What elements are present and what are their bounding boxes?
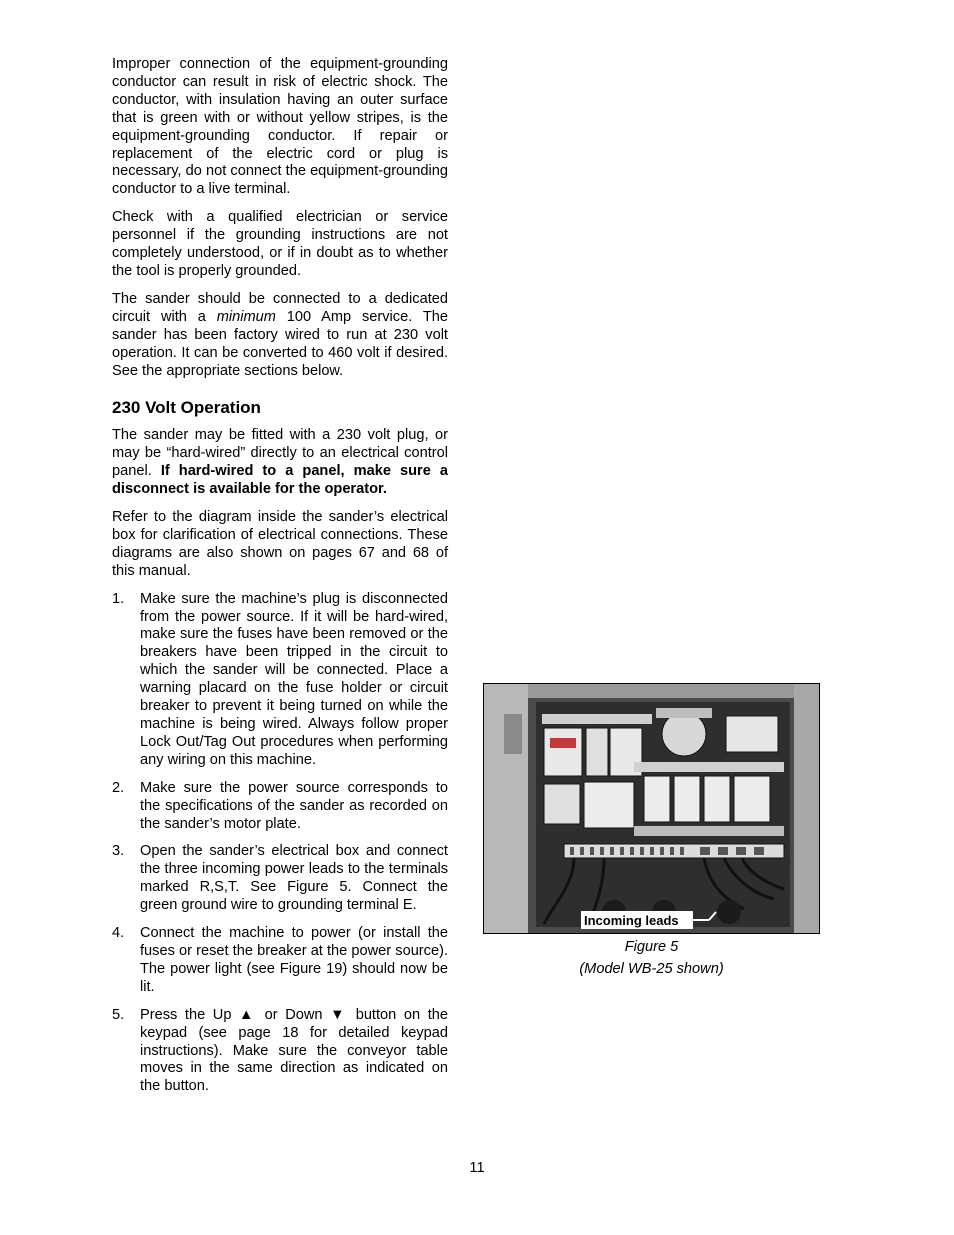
- incoming-leads-label: Incoming leads: [584, 913, 679, 928]
- bold-warning: If hard-wired to a panel, make sure a disconnect is available for the operator.: [112, 463, 448, 498]
- section-heading: 230 Volt Operation: [112, 398, 261, 418]
- electrical-box-illustration: [484, 684, 820, 934]
- figure-electrical-box-photo: [483, 683, 820, 934]
- step-text: Press the Up ▲ or Down ▼ button on the keypad (see page 18 for detailed keypad instructions). Make sure the conveyor table moves in the same direction as indicated on the button.: [140, 1006, 448, 1095]
- text-run: The sander may be fitted with a 230 volt plug, or may be “hard-wired” directly to an electrical control panel.: [112, 427, 448, 480]
- step-text: Open the sander’s electrical box and connect the three incoming power leads to the terminals marked R,S,T. See Figure 5. Connect the green ground wire to grounding terminal E.: [140, 843, 448, 914]
- step-number: 1.: [112, 590, 125, 607]
- left-column: [112, 56, 448, 1106]
- step-text: Make sure the machine’s plug is disconnected from the power source. If it will be hard-wired, make sure the fuses have been removed or the breakers have been tripped in the circuit to which the sander will be connected. Place a warning placard on the fuse holder or circuit breaker to prevent it being turned on while the machine is being wired. Always follow proper Lock Out/Tag Out procedures when performing any wiring on this machine.: [140, 590, 448, 768]
- list-item: [112, 843, 448, 915]
- paragraph-plug: [112, 427, 448, 499]
- paragraph-grounding: Improper connection of the equipment-grounding conductor can result in risk of electric shock. The conductor, with insulation having an outer surface that is green with or without yellow stripes, is the equipment-grounding conductor. If repair or replacement of the electric cord or plug is necessary, do not connect the equipment-grounding conductor to a live terminal.: [112, 56, 448, 198]
- step-number: 4.: [112, 925, 125, 942]
- page-number: 11: [469, 1160, 485, 1176]
- step-text: Connect the machine to power (or install the fuses or reset the breaker at the power source). The power light (see Figure 19) should now be lit.: [140, 925, 448, 995]
- text-run: 100 Amp service. The sander has been factory wired to run at 230 volt operation. It can be converted to 460 volt if desired. See the appropriate sections below.: [112, 308, 448, 379]
- paragraph-electrician: Check with a qualified electrician or service personnel if the grounding instructions are not completely understood, or if in doubt as to whether the tool is properly grounded.: [112, 209, 448, 279]
- list-item: [112, 780, 448, 834]
- emphasis-minimum: minimum: [216, 308, 276, 325]
- step-number: 3.: [112, 843, 125, 860]
- paragraph-diagram: Refer to the diagram inside the sander’s electrical box for clarification of electrical connections. These diagrams are also shown on pages 67 and 68 of this manual.: [112, 509, 448, 579]
- step-number: 2.: [112, 779, 125, 796]
- figure-caption-subtitle: (Model WB-25 shown): [579, 961, 724, 977]
- paragraph-circuit: [112, 291, 448, 381]
- text-run: The sander should be connected to a dedicated circuit with a: [112, 290, 448, 325]
- figure-caption-title: Figure 5: [624, 939, 679, 955]
- step-text: Make sure the power source corresponds to the specifications of the sander as recorded on the sander’s motor plate.: [140, 779, 448, 832]
- list-item: [112, 925, 448, 997]
- step-number: 5.: [112, 1006, 125, 1023]
- list-item: [112, 591, 448, 770]
- steps-list: [112, 591, 448, 1097]
- list-item: [112, 1007, 448, 1097]
